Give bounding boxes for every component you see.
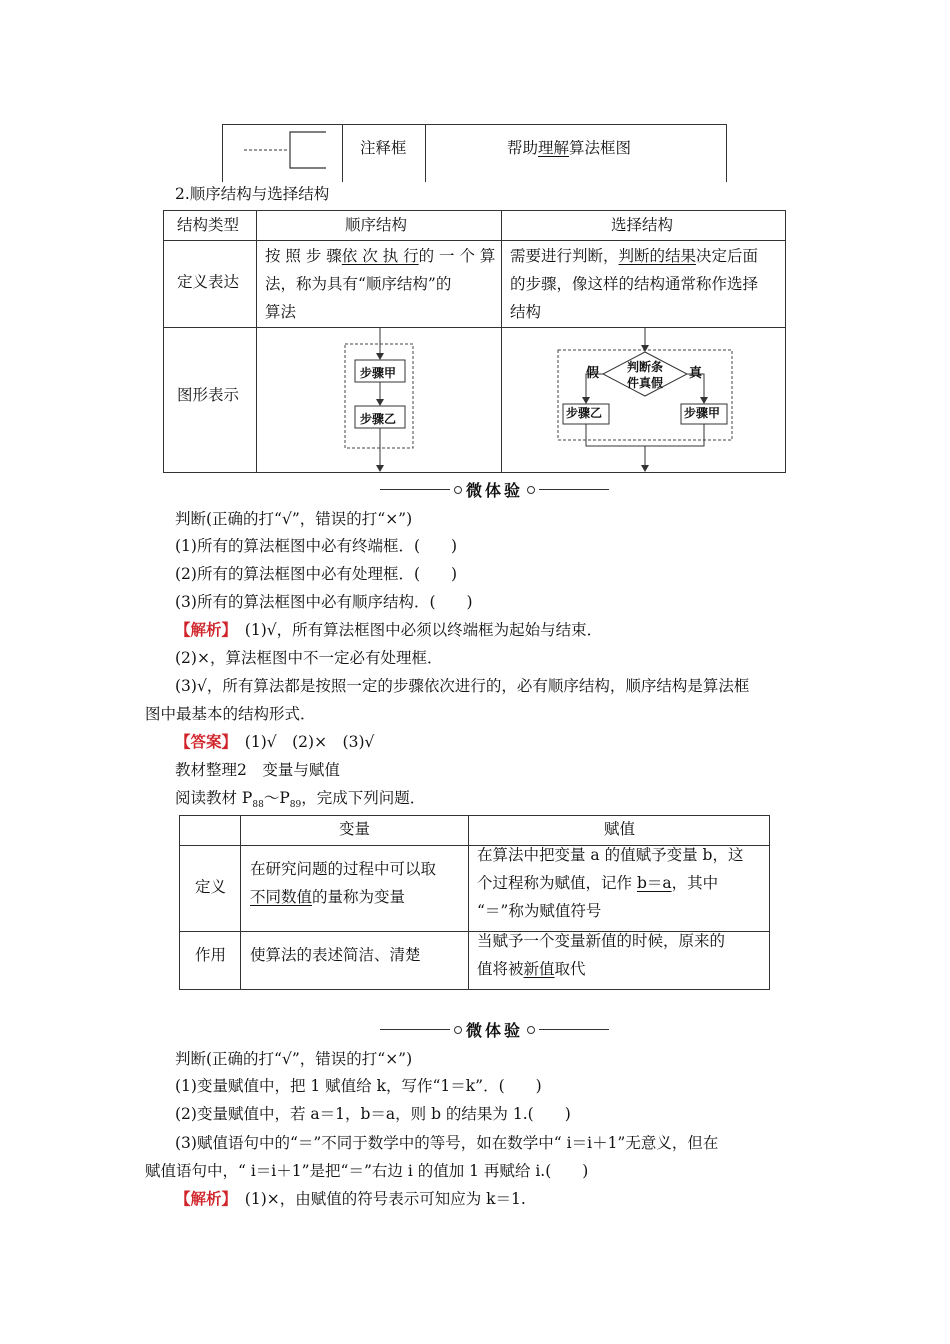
selection-definition: 需要进行判断，判断的结果决定后面 的步骤，像这样的结构通常称作选择 结构 bbox=[510, 247, 759, 321]
material2-title: 教材整理2 变量与赋值 bbox=[175, 761, 340, 779]
mini2-q3-line2: 赋值语句中，“ i＝i＋1”是把“＝”右边 i 的值加 1 再赋给 i.( ) bbox=[145, 1162, 589, 1180]
var-header-assign: 赋值 bbox=[604, 820, 636, 838]
seq-step2: 步骤乙 bbox=[360, 412, 397, 426]
mini2-q1: (1)变量赋值中，把 1 赋值给 k，写作“1＝k”．( ) bbox=[175, 1077, 542, 1095]
var-definition: 在研究问题的过程中可以取 不同数值的量称为变量 bbox=[250, 860, 437, 906]
var-row-use-label: 作用 bbox=[195, 946, 227, 964]
var-header-variable: 变量 bbox=[339, 820, 371, 838]
material2-read: 阅读教材 $P_{88}\sim P_{89}$，完成下列问题． bbox=[175, 789, 426, 811]
sel-left-step: 步骤乙 bbox=[566, 406, 603, 420]
header-struct-type: 结构类型 bbox=[177, 216, 240, 234]
assign-definition: 在算法中把变量 a 的值赋予变量 b，这 个过程称为赋值，记作 b＝a，其中 “＝”称为赋值符号 bbox=[477, 846, 744, 920]
mini1-a3-line2: 图中最基本的结构形式． bbox=[145, 705, 316, 723]
section2-title: 2.顺序结构与选择结构 bbox=[175, 185, 330, 203]
comment-box-symbol-icon bbox=[240, 130, 335, 170]
assign-use: 当赋予一个变量新值的时候，原来的 值将被新值取代 bbox=[477, 932, 726, 978]
row-definition-label: 定义表达 bbox=[177, 273, 240, 291]
mini1-q2: (2)所有的算法框图中必有处理框．( ) bbox=[175, 565, 458, 583]
mini1-a2: (2)×，算法框图中不一定必有处理框． bbox=[175, 649, 443, 667]
comment-box-label: 注释框 bbox=[360, 139, 407, 157]
mini2-q3-line1: (3)赋值语句中的“＝”不同于数学中的等号，如在数学中“ i＝i＋1”无意义，但在 bbox=[175, 1134, 719, 1152]
sequential-flowchart bbox=[335, 328, 425, 473]
var-use: 使算法的表述简洁、清楚 bbox=[250, 946, 421, 964]
sel-right-step: 步骤甲 bbox=[684, 406, 721, 420]
row-figure-label: 图形表示 bbox=[177, 386, 240, 404]
sequential-definition: 按 照 步 骤 依 次 执 行 的 一 个 算 法，称为具有“顺序结构”的 算法 bbox=[265, 247, 496, 321]
mini-experience-separator-2: 微体验 bbox=[380, 1018, 609, 1041]
cond-line1: 判断条 bbox=[627, 360, 664, 374]
mini1-answer: 【答案】 (1)√ (2)× (3)√ bbox=[175, 732, 375, 751]
cond-line2: 件真假 bbox=[627, 376, 664, 390]
mini1-q1: (1)所有的算法框图中必有终端框．( ) bbox=[175, 537, 458, 555]
variable-table bbox=[179, 815, 770, 990]
mini2-prompt: 判断(正确的打“√”，错误的打“×”) bbox=[175, 1050, 413, 1068]
mini1-a3-line1: (3)√，所有算法都是按照一定的步骤依次进行的，必有顺序结构，顺序结构是算法框 bbox=[175, 677, 750, 695]
mini1-prompt: 判断(正确的打“√”，错误的打“×”) bbox=[175, 510, 413, 528]
true-label: 真 bbox=[689, 366, 703, 381]
mini1-q3: (3)所有的算法框图中必有顺序结构．( ) bbox=[175, 593, 473, 611]
seq-step1: 步骤甲 bbox=[360, 366, 397, 380]
header-sequential: 顺序结构 bbox=[345, 216, 408, 234]
var-row-def-label: 定义 bbox=[195, 878, 227, 896]
mini1-analysis-a1: 【解析】 (1)√，所有算法框图中必须以终端框为起始与结束． bbox=[175, 620, 603, 639]
mini-experience-separator-1: 微体验 bbox=[380, 478, 609, 501]
false-label: 假 bbox=[586, 366, 600, 381]
mini2-analysis-a1: 【解析】 (1)×，由赋值的符号表示可知应为 k＝1. bbox=[175, 1189, 526, 1208]
selection-flowchart bbox=[555, 328, 735, 473]
header-selection: 选择结构 bbox=[611, 216, 674, 234]
structure-table bbox=[163, 210, 786, 473]
top-table bbox=[222, 124, 727, 182]
mini2-q2: (2)变量赋值中，若 a＝1，b＝a，则 b 的结果为 1.( ) bbox=[175, 1105, 571, 1123]
comment-box-function: 帮助理解算法框图 bbox=[507, 139, 632, 157]
